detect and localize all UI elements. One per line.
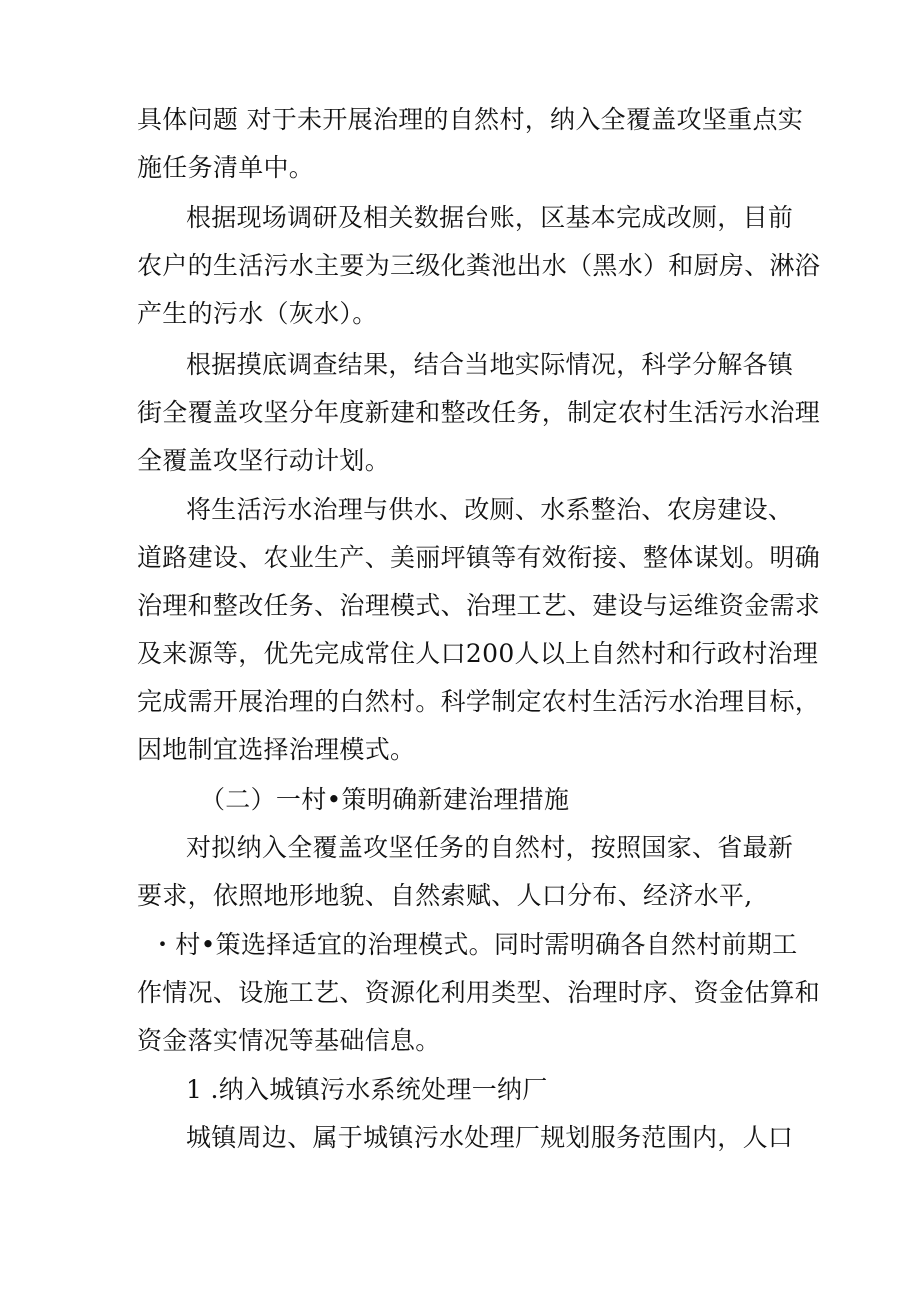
text-line: 及来源等，优先完成常住人口200人以上自然村和行政村治理 [137,639,819,668]
text-line: 施任务清单中。 [137,153,315,182]
text-line: 全覆盖攻坚行动计划。 [137,446,391,475]
text-line: 因地制宜选择治理模式。 [137,735,416,764]
text-line: ・村•策选择适宜的治理模式。同时需明确各自然村前期工 [150,930,798,959]
paragraph-start-line: 城镇周边、属于城镇污水处理厂规划服务范围内，人口 [186,1123,794,1152]
text-line: 具体问题 对于未开展治理的自然村，纳入全覆盖攻坚重点实 [137,105,804,134]
paragraph-start-line: 根据摸底调查结果，结合当地实际情况，科学分解各镇 [186,350,794,379]
text-line: 农户的生活污水主要为三级化粪池出水（黑水）和厨房、淋浴 [137,251,821,280]
section-heading: （二）一村•策明确新建治理措施 [200,785,570,814]
paragraph-start-line: 将生活污水治理与供水、改厕、水系整治、农房建设、 [186,495,794,524]
text-line: 完成需开展治理的白然村。科学制定农村生活污水治理目标， [137,687,821,716]
text-line: 治理和整改任务、治理模式、治理工艺、建设与运维资金需求 [137,591,821,620]
text-line: 要求，依照地形地貌、自然索赋、人口分布、经济水平, [137,881,753,910]
text-line: 作情况、设施工艺、资源化利用类型、治理时序、资金估算和 [137,978,821,1007]
text-line: 资金落实情况等基础信息。 [137,1026,441,1055]
subsection-heading: 1 .纳入城镇污水系统处理一纳厂 [186,1075,548,1104]
paragraph-start-line: 对拟纳入全覆盖攻坚任务的自然村，按照国家、省最新 [186,833,794,862]
text-line: 街全覆盖攻坚分年度新建和整改任务，制定农村生活污水治理 [137,398,821,427]
paragraph-start-line: 根据现场调研及相关数据台账，区基本完成改厕，目前 [186,203,794,232]
text-line: 产生的污水（灰水）。 [137,299,378,328]
text-line: 道路建设、农业生产、美丽坪镇等有效衔接、整体谋划。明确 [137,543,821,572]
